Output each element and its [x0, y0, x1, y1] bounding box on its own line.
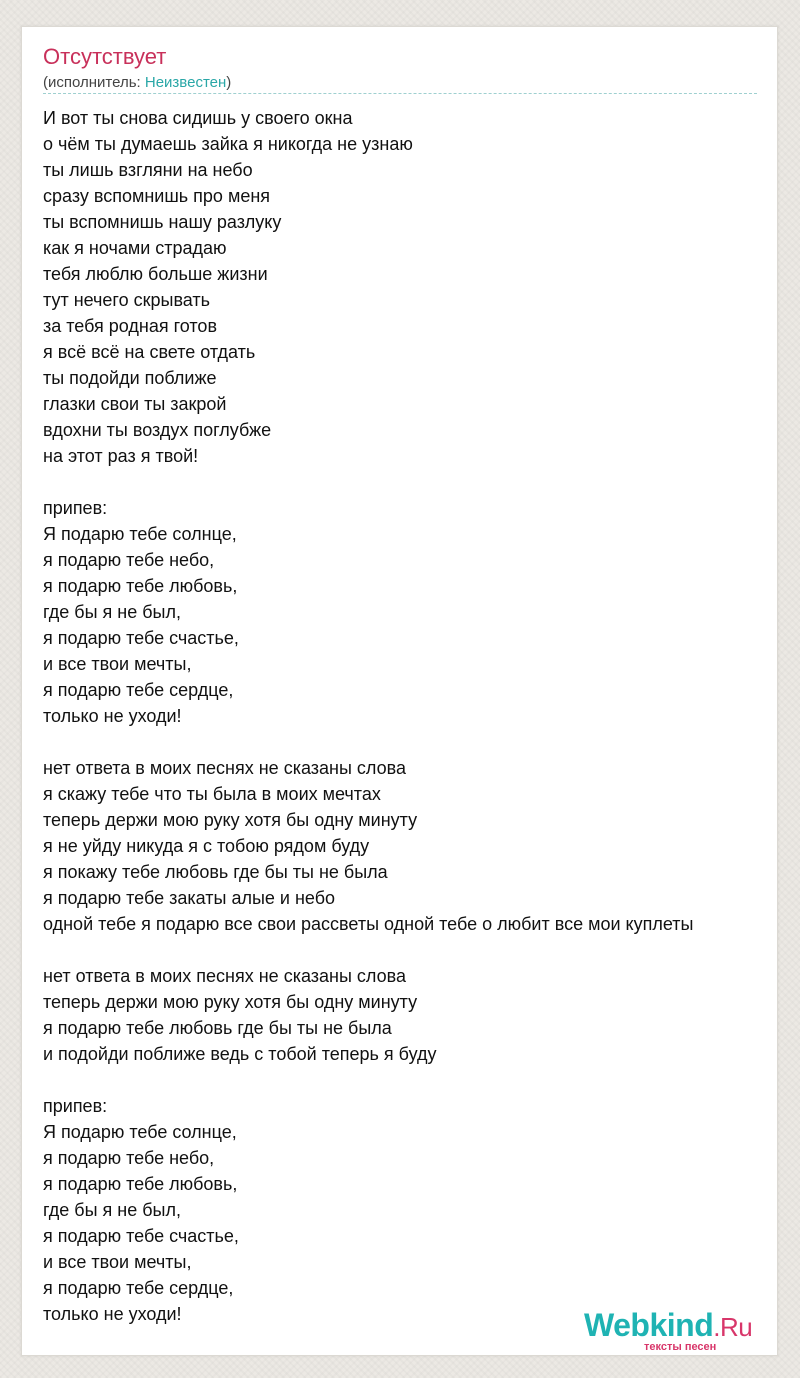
lyric-line [43, 469, 779, 495]
lyric-line: только не уходи! [43, 1304, 182, 1324]
lyric-line: где бы я не был, [43, 1200, 181, 1220]
logo-domain: .Ru [713, 1312, 753, 1342]
artist-suffix: ) [226, 74, 232, 91]
logo-wordmark [584, 1307, 752, 1345]
lyric-line: я подарю тебе любовь где бы ты не была [43, 1018, 392, 1038]
lyrics-card [21, 26, 778, 1356]
lyric-line: нет ответа в моих песнях не сказаны слова [43, 758, 406, 778]
lyric-line: я скажу тебе что ты была в моих мечтах [43, 784, 381, 804]
lyric-line: ты лишь взгляни на небо [43, 160, 253, 180]
lyric-line [43, 729, 779, 755]
lyric-line: ты подойди поближе [43, 368, 217, 388]
lyric-line: только не уходи! [43, 706, 182, 726]
lyric-line: я подарю тебе счастье, [43, 1226, 239, 1246]
lyric-line: и подойди поближе ведь с тобой теперь я буду [43, 1044, 437, 1064]
logo-name: Webkind [584, 1307, 714, 1343]
lyric-line [43, 937, 779, 963]
lyrics-text [43, 105, 779, 1327]
lyric-line: тут нечего скрывать [43, 290, 211, 310]
lyric-line: я подарю тебе небо, [43, 1148, 215, 1168]
lyric-line: припев: [43, 1096, 108, 1116]
divider [43, 93, 757, 94]
lyric-line: теперь держи мою руку хотя бы одну минуту [43, 992, 418, 1012]
lyric-line: теперь держи мою руку хотя бы одну минуту [43, 810, 418, 830]
lyric-line: глазки свои ты закрой [43, 394, 227, 414]
lyric-line: и все твои мечты, [43, 654, 192, 674]
artist-link[interactable]: Неизвестен [144, 74, 227, 91]
lyric-line: ты вспомнишь нашу разлуку [43, 212, 282, 232]
lyric-line: где бы я не был, [43, 602, 181, 622]
lyric-line: о чём ты думаешь зайка я никогда не узнаю [43, 134, 413, 154]
lyric-line: я подарю тебе любовь, [43, 576, 238, 596]
artist-line [43, 73, 231, 93]
lyric-line: И вот ты снова сидишь у своего окна [43, 108, 353, 128]
lyric-line: я не уйду никуда я с тобою рядом буду [43, 836, 370, 856]
lyric-line: и все твои мечты, [43, 1252, 192, 1272]
lyric-line: на этот раз я твой! [43, 446, 199, 466]
lyric-line: тебя люблю больше жизни [43, 264, 268, 284]
lyric-line: я покажу тебе любовь где бы ты не была [43, 862, 388, 882]
lyric-line: я всё всё на свете отдать [43, 342, 256, 362]
webkind-logo[interactable] [584, 1307, 774, 1353]
logo-tagline: тексты песен [644, 1341, 717, 1353]
lyric-line: я подарю тебе сердце, [43, 1278, 234, 1298]
lyric-line: сразу вспомнишь про меня [43, 186, 271, 206]
lyric-line: я подарю тебе небо, [43, 550, 215, 570]
lyric-line: Я подарю тебе солнце, [43, 1122, 237, 1142]
lyric-line: одной тебе я подарю все свои рассветы одной тебе о любит все мои куплеты [43, 914, 694, 934]
lyric-line: за тебя родная готов [43, 316, 218, 336]
lyric-line: припев: [43, 498, 108, 518]
lyric-line: вдохни ты воздух поглубже [43, 420, 272, 440]
song-title: Отсутствует [43, 44, 167, 69]
lyric-line: я подарю тебе закаты алые и небо [43, 888, 336, 908]
lyric-line: я подарю тебе счастье, [43, 628, 239, 648]
lyric-line [43, 1067, 779, 1093]
lyric-line: нет ответа в моих песнях не сказаны слова [43, 966, 406, 986]
lyric-line: Я подарю тебе солнце, [43, 524, 237, 544]
lyric-line: я подарю тебе любовь, [43, 1174, 238, 1194]
artist-prefix: (исполнитель: [43, 74, 145, 91]
lyric-line: как я ночами страдаю [43, 238, 227, 258]
lyric-line: я подарю тебе сердце, [43, 680, 234, 700]
